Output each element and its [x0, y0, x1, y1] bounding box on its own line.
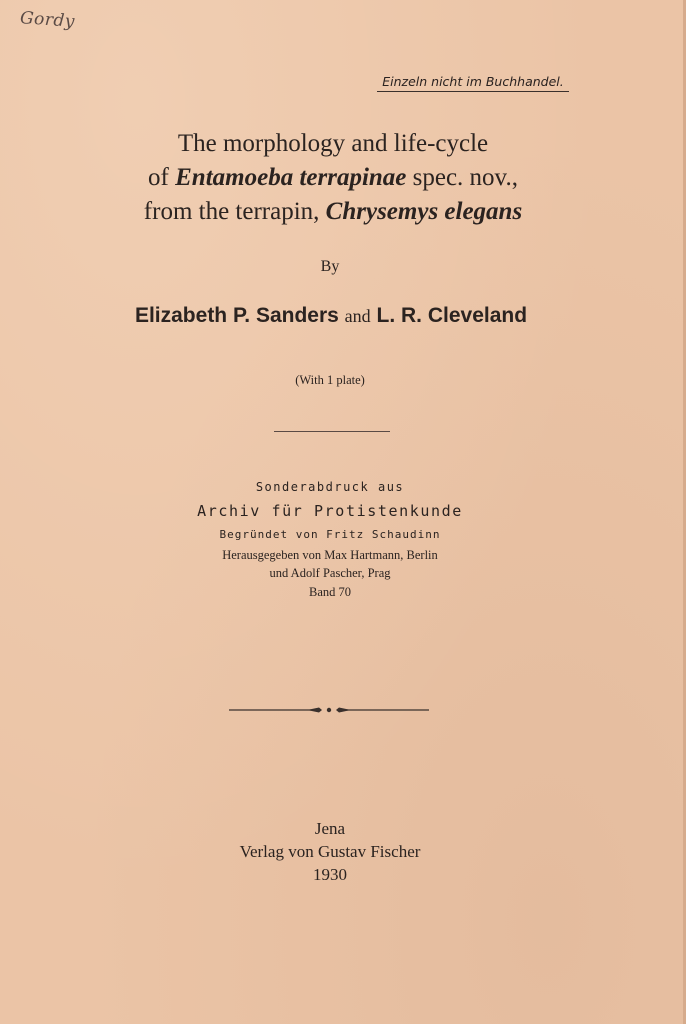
author-1: Elizabeth P. Sanders: [134, 304, 339, 327]
divider-rule: [274, 431, 390, 432]
founder-line: Begründet von Fritz Schaudinn: [219, 528, 441, 541]
author-conjunction: and: [344, 306, 371, 326]
authors: [0, 304, 662, 328]
ornament-divider: [229, 702, 429, 718]
reprint-label: Sonderabdruck aus: [255, 480, 405, 494]
volume-label: Band 70: [308, 585, 351, 599]
title-line-3-prefix: from the terrapin,: [143, 198, 320, 225]
publisher-block: [0, 817, 660, 886]
plate-note: (With 1 plate): [295, 373, 365, 387]
species-name: Entamoeba terrapinae: [175, 164, 407, 191]
reprint-info: [0, 478, 660, 602]
sale-notice: Einzeln nicht im Buchhandel.: [377, 74, 569, 92]
by-label: By: [320, 258, 340, 275]
title-line-2-suffix: spec. nov.,: [412, 164, 518, 191]
publisher-city: Jena: [314, 819, 346, 838]
title-line-3: [0, 195, 666, 229]
title-line-1: The morphology and life-cycle: [177, 130, 489, 157]
handwritten-note: Gordy: [19, 8, 76, 32]
author-2: L. R. Cleveland: [376, 304, 528, 327]
journal-name: Archiv für Protistenkunde: [197, 502, 463, 520]
host-name: Chrysemys elegans: [325, 198, 523, 225]
title-line-2-prefix: of: [148, 164, 169, 191]
paper-title: [0, 127, 666, 229]
publisher-name: Verlag von Gustav Fischer: [239, 842, 421, 861]
title-line-2: [0, 161, 666, 195]
publication-year: 1930: [313, 865, 347, 884]
editors-line-2: und Adolf Pascher, Prag: [269, 566, 391, 580]
editors-line-1: Herausgegeben von Max Hartmann, Berlin: [222, 548, 438, 562]
